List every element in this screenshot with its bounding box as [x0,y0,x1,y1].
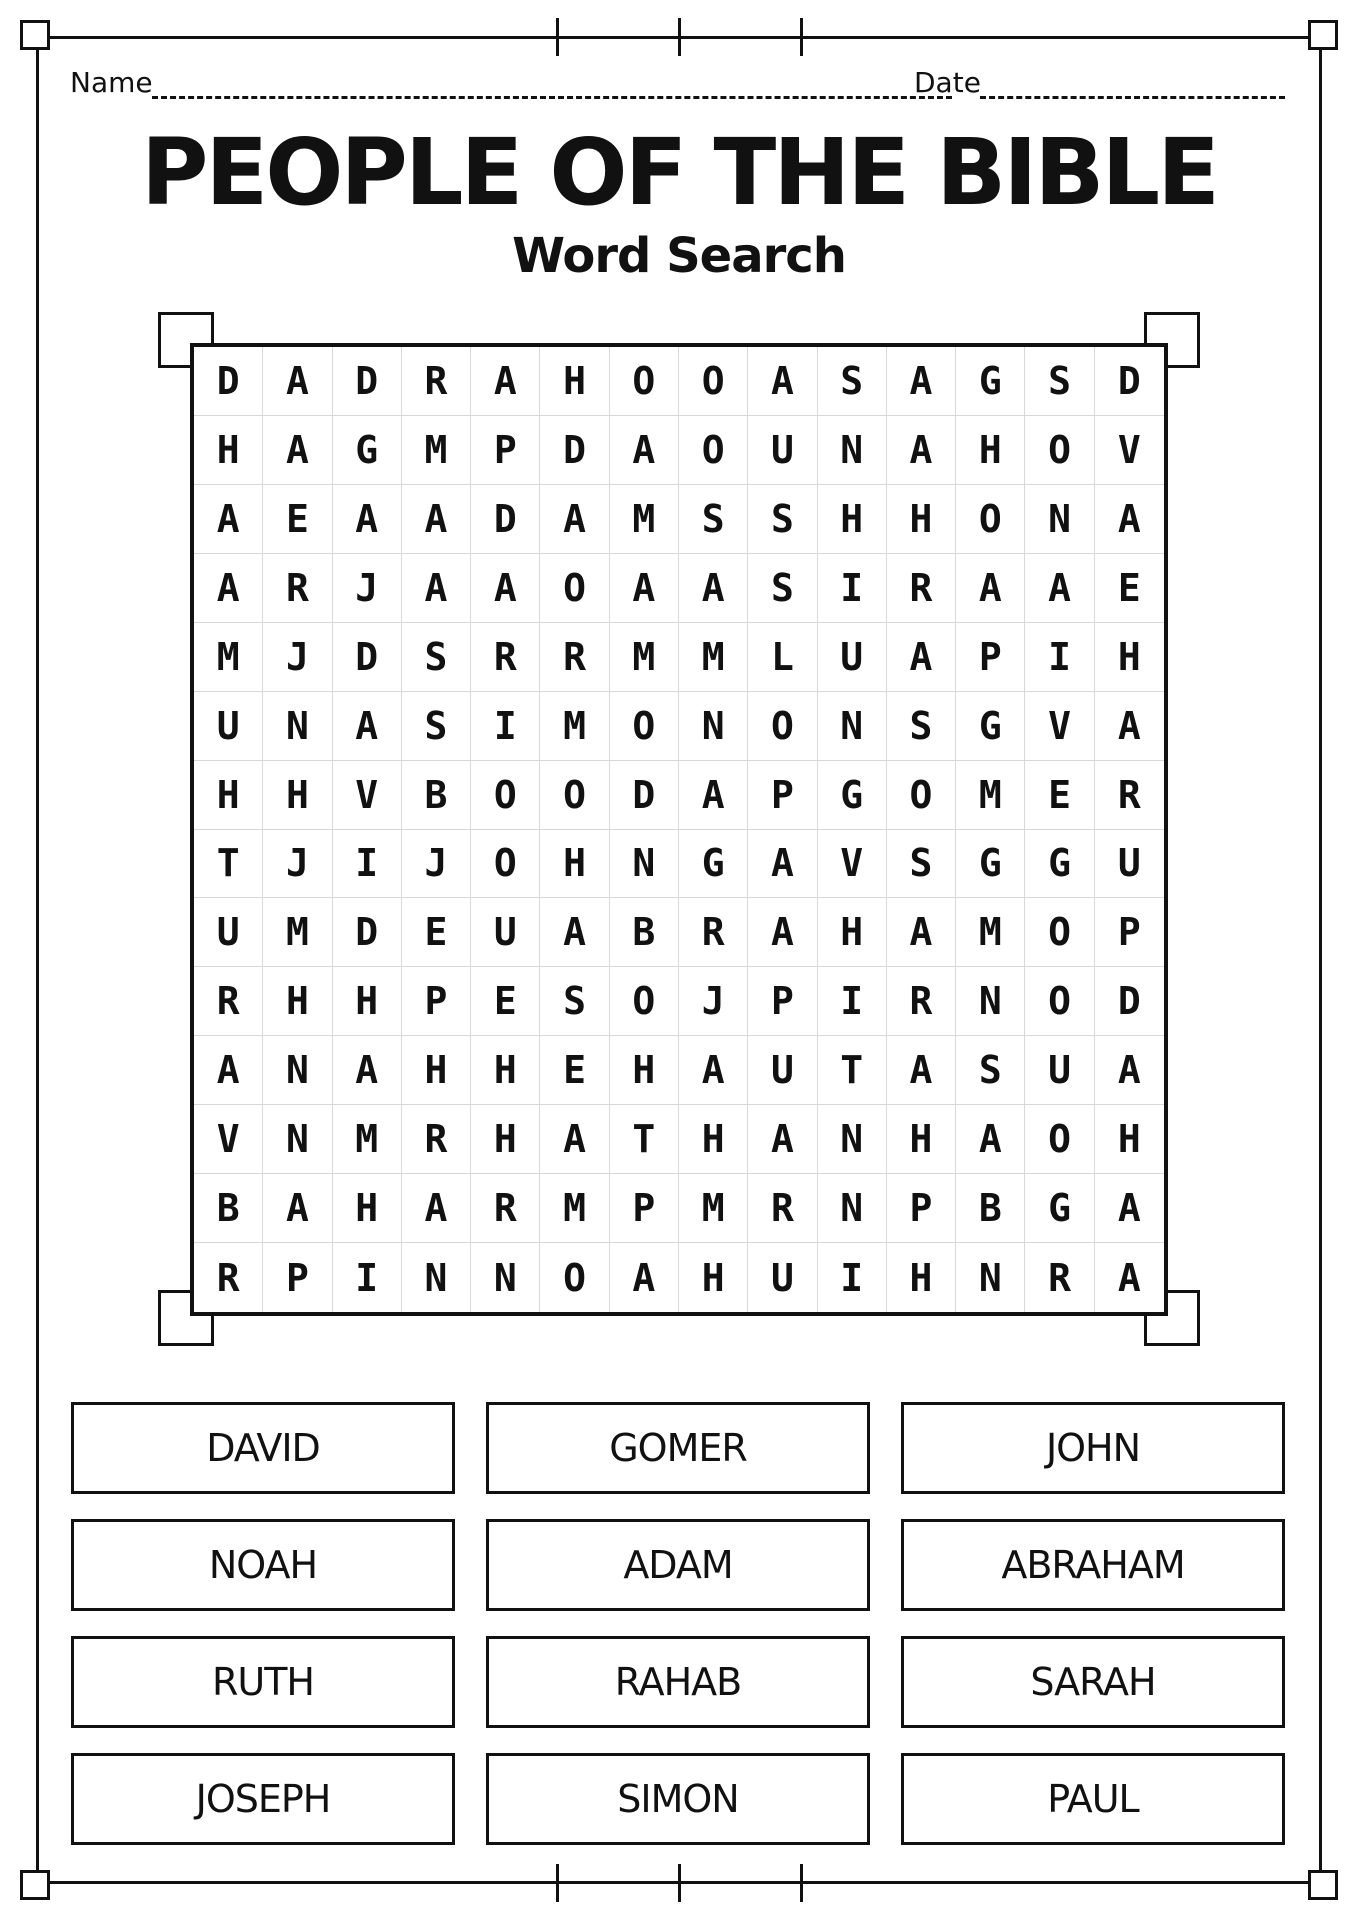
grid-cell[interactable]: V [1095,416,1164,485]
grid-cell[interactable]: M [610,623,679,692]
grid-cell[interactable]: A [263,416,332,485]
grid-cell[interactable]: A [194,554,263,623]
grid-cell[interactable]: V [818,830,887,899]
grid-cell[interactable]: E [263,485,332,554]
grid-cell[interactable]: V [194,1105,263,1174]
grid-cell[interactable]: E [1095,554,1164,623]
grid-cell[interactable]: N [818,416,887,485]
grid-cell[interactable]: P [956,623,1025,692]
grid-cell[interactable]: A [263,347,332,416]
grid-cell[interactable]: A [1095,1036,1164,1105]
grid-cell[interactable]: A [1095,1174,1164,1243]
grid-cell[interactable]: H [818,898,887,967]
grid-cell[interactable]: M [679,1174,748,1243]
grid-cell[interactable]: N [956,967,1025,1036]
grid-cell[interactable]: M [540,1174,609,1243]
frame-tick [800,1864,803,1902]
grid-cell[interactable]: U [748,416,817,485]
grid-cell[interactable]: O [610,967,679,1036]
grid-cell[interactable]: A [540,898,609,967]
grid-cell[interactable]: G [1025,830,1094,899]
grid-cell[interactable]: A [679,761,748,830]
grid-cell[interactable]: V [1025,692,1094,761]
grid-cell[interactable]: N [471,1243,540,1312]
word-bank-item: SARAH [901,1636,1285,1728]
word-bank-item: DAVID [71,1402,455,1494]
grid-cell[interactable]: U [748,1243,817,1312]
word-bank-item: SIMON [486,1753,870,1845]
grid-cell[interactable]: H [194,416,263,485]
grid-cell[interactable]: N [263,692,332,761]
grid-cell[interactable]: A [610,1243,679,1312]
grid-cell[interactable]: B [402,761,471,830]
grid-cell[interactable]: S [748,554,817,623]
grid-cell[interactable]: E [402,898,471,967]
grid-cell[interactable]: E [540,1036,609,1105]
frame-tick [556,18,559,56]
grid-cell[interactable]: A [1095,692,1164,761]
grid-cell[interactable]: O [1025,967,1094,1036]
grid-cell[interactable]: A [333,1036,402,1105]
grid-cell[interactable]: J [402,830,471,899]
grid-cell[interactable]: S [679,485,748,554]
grid-cell[interactable]: I [1025,623,1094,692]
grid-cell[interactable]: I [333,830,402,899]
grid-cell[interactable]: O [748,692,817,761]
word-bank-item: RUTH [71,1636,455,1728]
grid-cell[interactable]: B [956,1174,1025,1243]
grid-cell[interactable]: J [333,554,402,623]
grid-cell[interactable]: U [818,623,887,692]
grid-cell[interactable]: I [818,1243,887,1312]
grid-cell[interactable]: S [818,347,887,416]
grid-cell[interactable]: U [1025,1036,1094,1105]
frame-tick [678,1864,681,1902]
grid-cell[interactable]: H [887,1243,956,1312]
grid-cell[interactable]: O [956,485,1025,554]
grid-cell[interactable]: A [333,692,402,761]
grid-cell[interactable]: U [471,898,540,967]
grid-cell[interactable]: J [263,830,332,899]
grid-cell[interactable]: U [748,1036,817,1105]
grid-cell[interactable]: D [1095,967,1164,1036]
grid-cell[interactable]: H [679,1243,748,1312]
grid-cell[interactable]: E [1025,761,1094,830]
grid-cell[interactable]: O [887,761,956,830]
grid-cell[interactable]: H [887,1105,956,1174]
grid-cell[interactable]: A [748,898,817,967]
frame-tick [556,1864,559,1902]
grid-cell[interactable]: S [1025,347,1094,416]
word-bank-item: ADAM [486,1519,870,1611]
grid-cell[interactable]: R [194,967,263,1036]
grid-cell[interactable]: O [679,416,748,485]
grid-cell[interactable]: M [610,485,679,554]
word-bank-item: NOAH [71,1519,455,1611]
grid-cell[interactable]: O [679,347,748,416]
grid-cell[interactable]: H [333,967,402,1036]
grid-cell[interactable]: P [1095,898,1164,967]
grid-cell[interactable]: R [540,623,609,692]
grid-cell[interactable]: A [402,554,471,623]
grid-cell[interactable]: A [471,554,540,623]
grid-cell[interactable]: D [610,761,679,830]
grid-cell[interactable]: M [956,761,1025,830]
grid-cell[interactable]: D [471,485,540,554]
grid-cell[interactable]: M [402,416,471,485]
grid-cell[interactable]: E [471,967,540,1036]
grid-cell[interactable]: N [956,1243,1025,1312]
grid-cell[interactable]: U [194,898,263,967]
frame-corner-bottom-right [1308,1870,1338,1900]
grid-cell[interactable]: N [818,692,887,761]
grid-cell[interactable]: A [1117,1255,1141,1300]
grid-cell[interactable]: H [679,1105,748,1174]
grid-cell[interactable]: N [679,692,748,761]
grid-cell[interactable]: D [194,347,263,416]
grid-cell[interactable]: O [540,554,609,623]
grid-cell[interactable]: G [956,830,1025,899]
grid-cell[interactable]: S [540,967,609,1036]
grid-cell[interactable]: N [263,1036,332,1105]
grid-cell[interactable]: A [887,347,956,416]
frame-tick [678,18,681,56]
grid-cell[interactable]: T [818,1036,887,1105]
grid-cell[interactable]: A [402,1174,471,1243]
grid-cell[interactable]: N [818,1174,887,1243]
grid-cell[interactable]: H [1095,1105,1164,1174]
grid-cell[interactable]: R [887,967,956,1036]
grid-cell[interactable]: R [1025,1243,1094,1312]
grid-cell[interactable]: R [887,554,956,623]
grid-cell[interactable]: A [887,623,956,692]
grid-cell[interactable]: R [263,554,332,623]
grid-cell[interactable]: A [471,347,540,416]
grid-cell[interactable]: A [956,1105,1025,1174]
grid-cell[interactable]: M [263,898,332,967]
name-date-row [70,66,1290,106]
page-subtitle: Word Search [512,228,846,284]
grid-cell[interactable]: R [679,898,748,967]
date-label: Date [914,66,981,99]
grid-cell[interactable]: R [402,347,471,416]
grid-cell[interactable]: M [333,1105,402,1174]
grid-cell[interactable]: S [887,692,956,761]
grid-cell[interactable]: D [540,416,609,485]
grid-cell[interactable]: S [402,692,471,761]
grid-cell[interactable]: G [333,416,402,485]
grid-cell[interactable]: T [194,830,263,899]
grid-cell[interactable]: O [540,1243,609,1312]
grid-cell[interactable]: L [748,623,817,692]
grid-cell[interactable]: H [610,1036,679,1105]
grid-cell[interactable]: N [818,1105,887,1174]
name-label: Name [70,66,153,99]
grid-cell[interactable]: H [471,1105,540,1174]
grid-cell[interactable]: A [679,554,748,623]
frame-corner-top-right [1308,20,1338,50]
grid-cell[interactable]: R [1095,761,1164,830]
grid-cell[interactable]: O [471,761,540,830]
grid-cell[interactable]: H [471,1036,540,1105]
name-field[interactable] [152,96,952,99]
grid-cell[interactable]: A [748,1105,817,1174]
grid-cell[interactable]: O [1025,1105,1094,1174]
grid-cell[interactable]: U [1095,830,1164,899]
grid-cell[interactable]: H [194,761,263,830]
grid-cell[interactable]: H [263,761,332,830]
grid-cell[interactable]: N [402,1243,471,1312]
grid-cell[interactable]: S [956,1036,1025,1105]
grid-cell[interactable]: J [263,623,332,692]
grid-cell[interactable]: A [748,347,817,416]
grid-cell[interactable]: M [540,692,609,761]
grid-cell[interactable]: I [471,692,540,761]
grid-cell[interactable]: H [402,1036,471,1105]
grid-cell[interactable]: T [610,1105,679,1174]
grid-cell[interactable]: H [887,485,956,554]
grid-cell[interactable]: H [263,967,332,1036]
grid-cell[interactable]: H [956,416,1025,485]
grid-cell[interactable]: D [333,623,402,692]
grid-cell[interactable]: I [818,554,887,623]
word-bank-item: ABRAHAM [901,1519,1285,1611]
grid-cell[interactable]: S [887,830,956,899]
grid-cell[interactable]: O [471,830,540,899]
grid-cell[interactable]: S [748,485,817,554]
grid-cell[interactable]: A [333,485,402,554]
grid-cell[interactable]: A [887,416,956,485]
grid-cell[interactable]: D [333,898,402,967]
grid-cell[interactable]: M [194,623,263,692]
grid-cell[interactable]: O [1025,416,1094,485]
grid-cell[interactable]: P [748,967,817,1036]
grid-cell[interactable]: P [748,761,817,830]
frame-corner-top-left [20,20,50,50]
grid-cell[interactable]: U [194,692,263,761]
grid-cell[interactable]: S [402,623,471,692]
grid-cell[interactable]: A [610,416,679,485]
grid-cell[interactable]: A [402,485,471,554]
grid-cell[interactable]: R [471,623,540,692]
grid-cell[interactable]: N [610,830,679,899]
grid-cell[interactable]: P [402,967,471,1036]
grid-cell[interactable]: B [194,1174,263,1243]
grid-cell[interactable]: A [1025,554,1094,623]
grid-cell[interactable]: H [818,485,887,554]
word-bank-item: GOMER [486,1402,870,1494]
grid-cell[interactable]: G [679,830,748,899]
word-search-grid [190,343,1168,1316]
grid-cell[interactable]: R [471,1174,540,1243]
word-bank-item: JOSEPH [71,1753,455,1845]
date-field[interactable] [980,96,1285,99]
grid-cell[interactable]: P [610,1174,679,1243]
word-bank-item: RAHAB [486,1636,870,1728]
grid-cell[interactable]: H [540,830,609,899]
grid-cell[interactable]: N [263,1105,332,1174]
page-title: PEOPLE OF THE BIBLE [140,119,1218,226]
grid-cell[interactable]: G [956,347,1025,416]
grid-cell[interactable]: D [1095,347,1164,416]
grid-cell[interactable]: I [818,967,887,1036]
grid-cell[interactable]: M [956,898,1025,967]
grid-cell[interactable]: H [540,347,609,416]
grid-cell[interactable]: O [540,761,609,830]
frame-corner-bottom-left [20,1870,50,1900]
grid-cell[interactable]: A [887,898,956,967]
grid-cell[interactable]: P [887,1174,956,1243]
grid-cell[interactable]: G [1025,1174,1094,1243]
grid-cell[interactable]: M [679,623,748,692]
grid-cell[interactable]: P [471,416,540,485]
grid-cell[interactable]: A [610,554,679,623]
grid-cell[interactable]: H [333,1174,402,1243]
grid-cell[interactable]: R [402,1105,471,1174]
grid-cell[interactable]: I [333,1243,402,1312]
grid-cell[interactable]: J [679,967,748,1036]
grid-cell[interactable]: N [1025,485,1094,554]
grid-cell[interactable]: A [1095,485,1164,554]
frame-tick [800,18,803,56]
grid-cell[interactable]: A [956,554,1025,623]
grid-cell[interactable]: O [1025,898,1094,967]
grid-cell[interactable]: V [333,761,402,830]
grid-cell[interactable]: A [263,1174,332,1243]
grid-cell[interactable]: A [194,1036,263,1105]
grid-cell[interactable]: O [610,347,679,416]
grid-cell[interactable]: P [263,1243,332,1312]
grid-cell[interactable]: A [748,830,817,899]
grid-cell[interactable]: H [1095,623,1164,692]
grid-cell[interactable]: A [540,1105,609,1174]
grid-cell[interactable]: D [333,347,402,416]
grid-cell[interactable]: R [748,1174,817,1243]
grid-cell[interactable]: O [610,692,679,761]
grid-cell[interactable]: R [194,1243,263,1312]
grid-cell[interactable]: A [194,485,263,554]
grid-cell[interactable]: G [956,692,1025,761]
grid-cell[interactable]: G [818,761,887,830]
grid-cell[interactable]: A [540,485,609,554]
grid-cell[interactable]: A [887,1036,956,1105]
word-bank-item: PAUL [901,1753,1285,1845]
grid-cell[interactable]: A [679,1036,748,1105]
word-bank-item: JOHN [901,1402,1285,1494]
grid-cell[interactable]: B [610,898,679,967]
